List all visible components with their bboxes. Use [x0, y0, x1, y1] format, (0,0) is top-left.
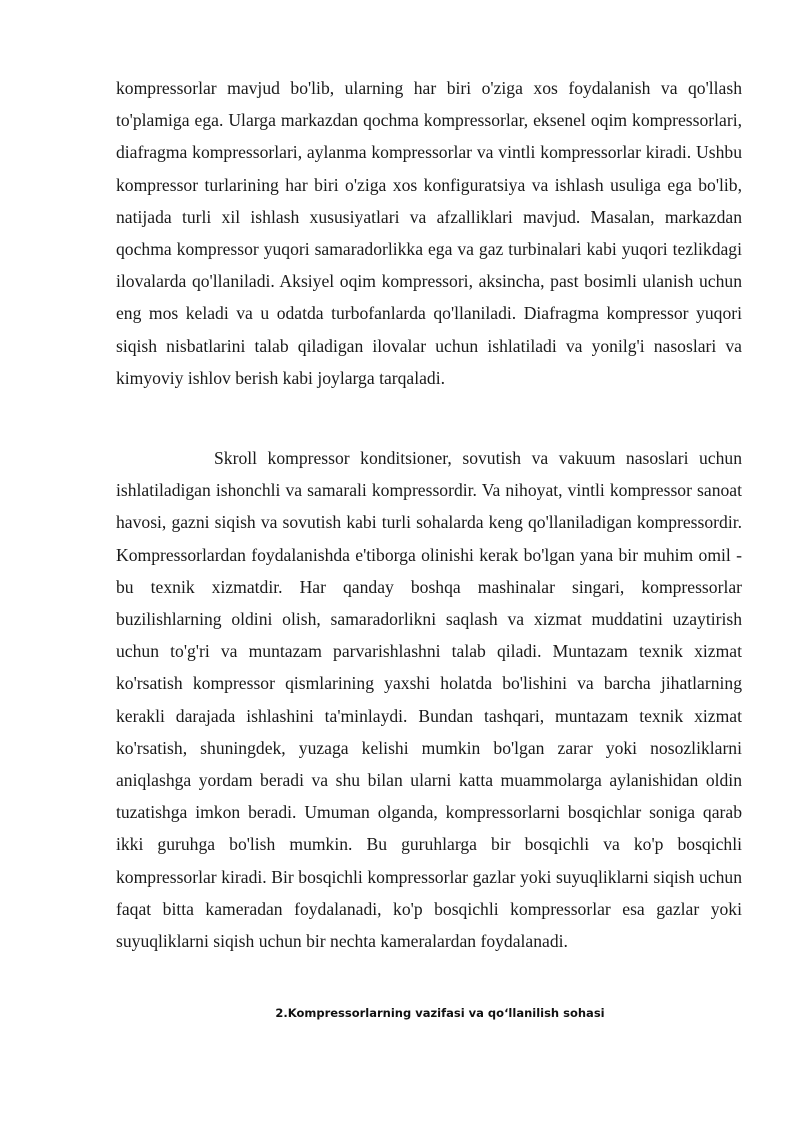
body-paragraph: Skroll kompressor konditsioner, sovutish va vakuum nasoslari uchun ishlatiladigan ishonchli va samarali kompressordir. Va nihoyat, vintli kompressor sanoat havosi, gazni siqish va sovutish kabi turli sohalarda keng qo'llaniladigan kompressordir. Kompressorlardan foydalanishda e'tiborga olinishi kerak bo'lgan yana bir muhim omil - bu texnik xizmatdir. Har qanday boshqa mashinalar singari, kompressorlar buzilishlarning oldini olish, samaradorlikni saqlash va xizmat muddatini uzaytirish uchun to'g'ri va muntazam parvarishlashni talab qiladi. Muntazam texnik xizmat ko'rsatish kompressor qismlarining yaxshi holatda bo'lishini va barcha jihatlarning kerakli darajada ishlashini ta'minlaydi. Bundan tashqari, muntazam texnik xizmat ko'rsatish, shuningdek, yuzaga kelishi mumkin bo'lgan zarar yoki nosozliklarni aniqlashga yordam beradi va shu bilan ularni katta muammolarga aylanishidan oldin tuzatishga imkon beradi. Umuman olganda, kompressorlarni bosqichlar soniga qarab ikki guruhga bo'lish mumkin. Bu guruhlarga bir bosqichli va ko'p bosqichli kompressorlar kiradi. Bir bosqichli kompressorlar gazlar yoki suyuqliklarni siqish uchun faqat bitta kameradan foydalanadi, ko'p bosqichli kompressorlar esa gazlar yoki suyuqliklarni siqish uchun bir nechta kameralardan foydalanadi.	[116, 448, 742, 952]
body-paragraph: kompressorlar mavjud bo'lib, ularning har biri o'ziga xos foydalanish va qo'llash to'plamiga ega. Ularga markazdan qochma kompressorlar, eksenel oqim kompressorlari, diafragma kompressorlari, aylanma kompressorlar va vintli kompressorlar kiradi. Ushbu kompressor turlarining har biri o'ziga xos konfiguratsiya va ishlash usuliga ega bo'lib, natijada turli xil ishlash xususiyatlari va afzalliklari mavjud. Masalan, markazdan qochma kompressor yuqori samaradorlikka ega va gaz turbinalari kabi yuqori tezlikdagi ilovalarda qo'llaniladi. Aksiyel oqim kompressori, aksincha, past bosimli ulanish uchun eng mos keladi va u odatda turbofanlarda qo'llaniladi. Diafragma kompressor yuqori siqish nisbatlarini talab qiladigan ilovalar uchun ishlatiladi va yonilg'i nasoslari va kimyoviy ishlov berish kabi joylarga tarqaladi.	[116, 78, 742, 388]
section-heading: 2.Kompressorlarning vazifasi va qo‘llanilish sohasi	[275, 1006, 605, 1020]
